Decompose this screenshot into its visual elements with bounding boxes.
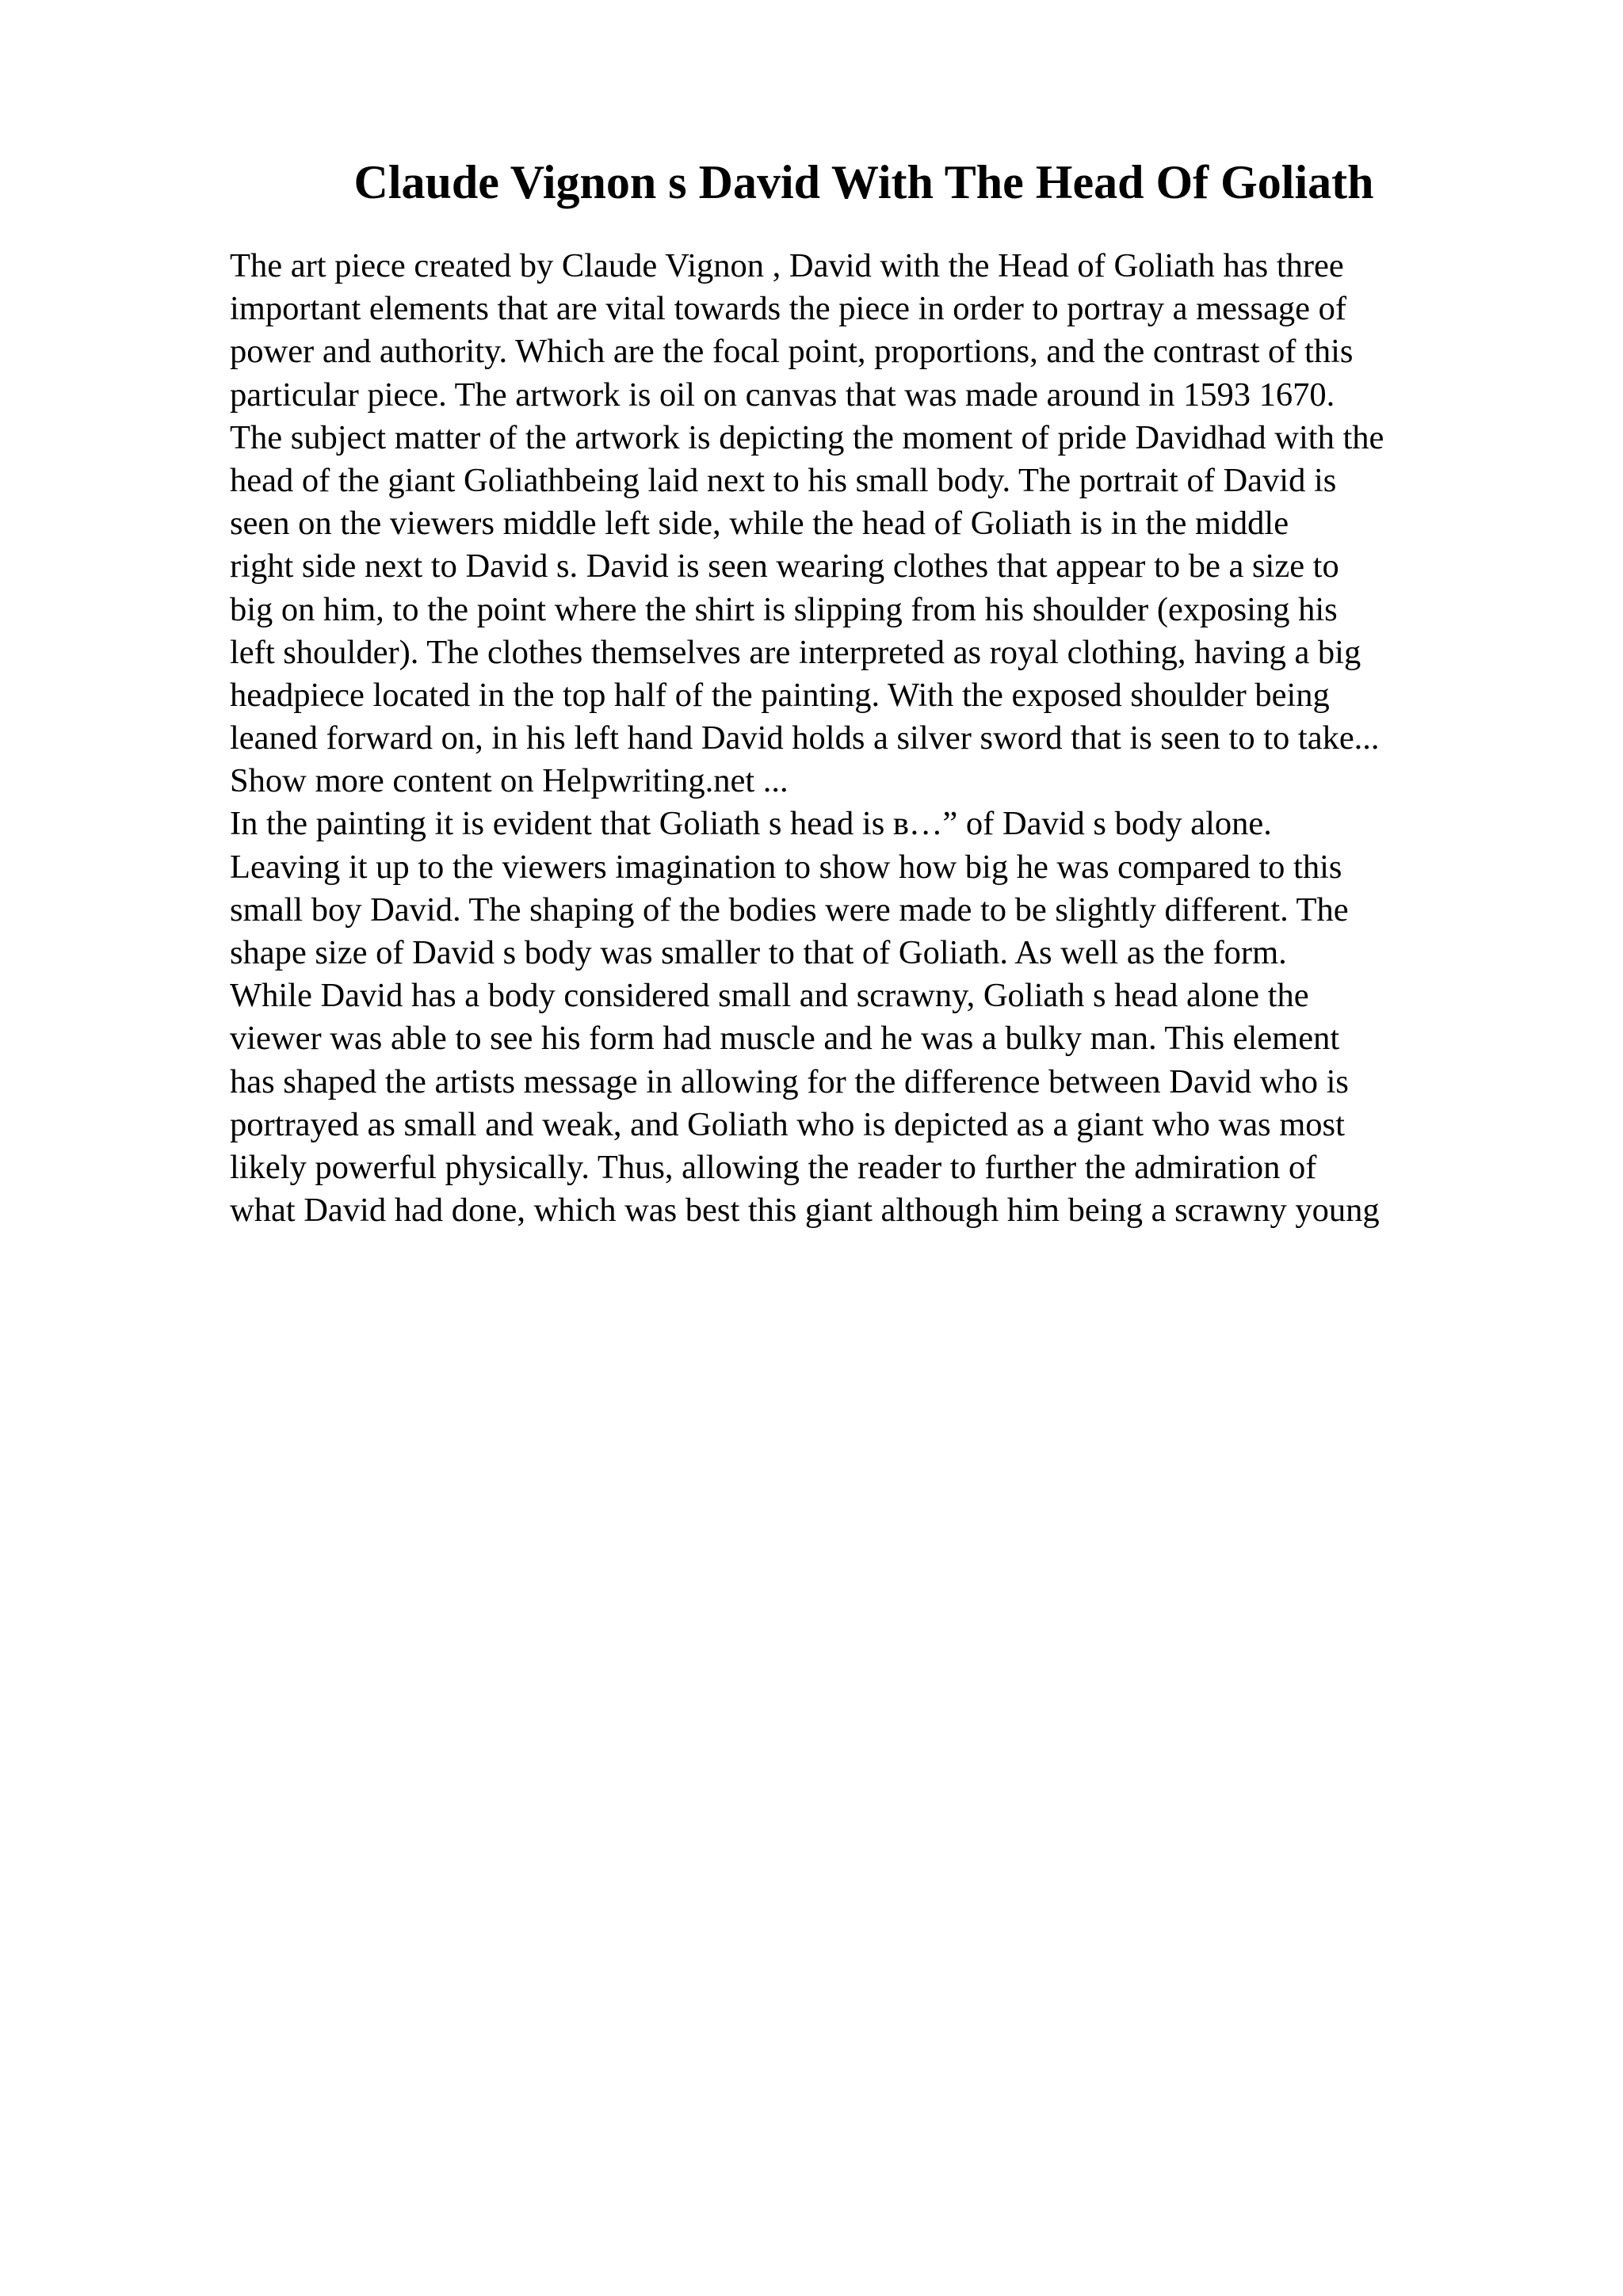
body-line: shape size of David s body was smaller to that of Goliath. As well as the form. (230, 934, 1287, 971)
body-line: headpiece located in the top half of the painting. With the exposed shoulder being (230, 676, 1330, 714)
body-line: While David has a body considered small and scrawny, Goliath s head alone the (230, 977, 1309, 1015)
body-line: has shaped the artists message in allowing for the difference between David who is (230, 1062, 1349, 1100)
body-line: In the painting it is evident that Goliath s head is в…” of David s body alone. (230, 805, 1272, 843)
body-line: small boy David. The shaping of the bodies were made to be slightly different. The (230, 891, 1349, 929)
show-more-link[interactable]: Show more content on Helpwriting.net ... (230, 762, 789, 800)
document-body (230, 245, 1561, 1232)
body-line: The art piece created by Claude Vignon , David with the Head of Goliath has three (230, 247, 1344, 284)
body-line: head of the giant Goliathbeing laid next to his small body. The portrait of David is (230, 461, 1337, 499)
body-line: particular piece. The artwork is oil on canvas that was made around in 1593 1670. (230, 376, 1335, 414)
body-line: important elements that are vital towards the piece in order to portray a message of (230, 290, 1347, 328)
body-line: The subject matter of the artwork is depicting the moment of pride Davidhad with the (230, 418, 1384, 456)
body-line: viewer was able to see his form had muscle and he was a bulky man. This element (230, 1020, 1340, 1058)
document-title: Claude Vignon s David With The Head Of Goliath (353, 156, 1374, 208)
body-line: power and authority. Which are the focal point, proportions, and the contrast of this (230, 333, 1354, 371)
body-line: likely powerful physically. Thus, allowing the reader to further the admiration of (230, 1148, 1317, 1186)
body-line: leaned forward on, in his left hand David holds a silver sword that is seen to to take... (230, 719, 1380, 757)
body-line: big on him, to the point where the shirt is slipping from his shoulder (exposing his (230, 590, 1338, 628)
body-line: left shoulder). The clothes themselves are interpreted as royal clothing, having a big (230, 633, 1361, 671)
body-line: Leaving it up to the viewers imagination to show how big he was compared to this (230, 848, 1342, 886)
body-line: what David had done, which was best this giant although him being a scrawny young (230, 1192, 1380, 1230)
body-line: portrayed as small and weak, and Goliath who is depicted as a giant who was most (230, 1105, 1345, 1143)
body-line: seen on the viewers middle left side, while the head of Goliath is in the middle (230, 505, 1289, 543)
body-line: right side next to David s. David is seen wearing clothes that appear to be a size to (230, 547, 1339, 585)
